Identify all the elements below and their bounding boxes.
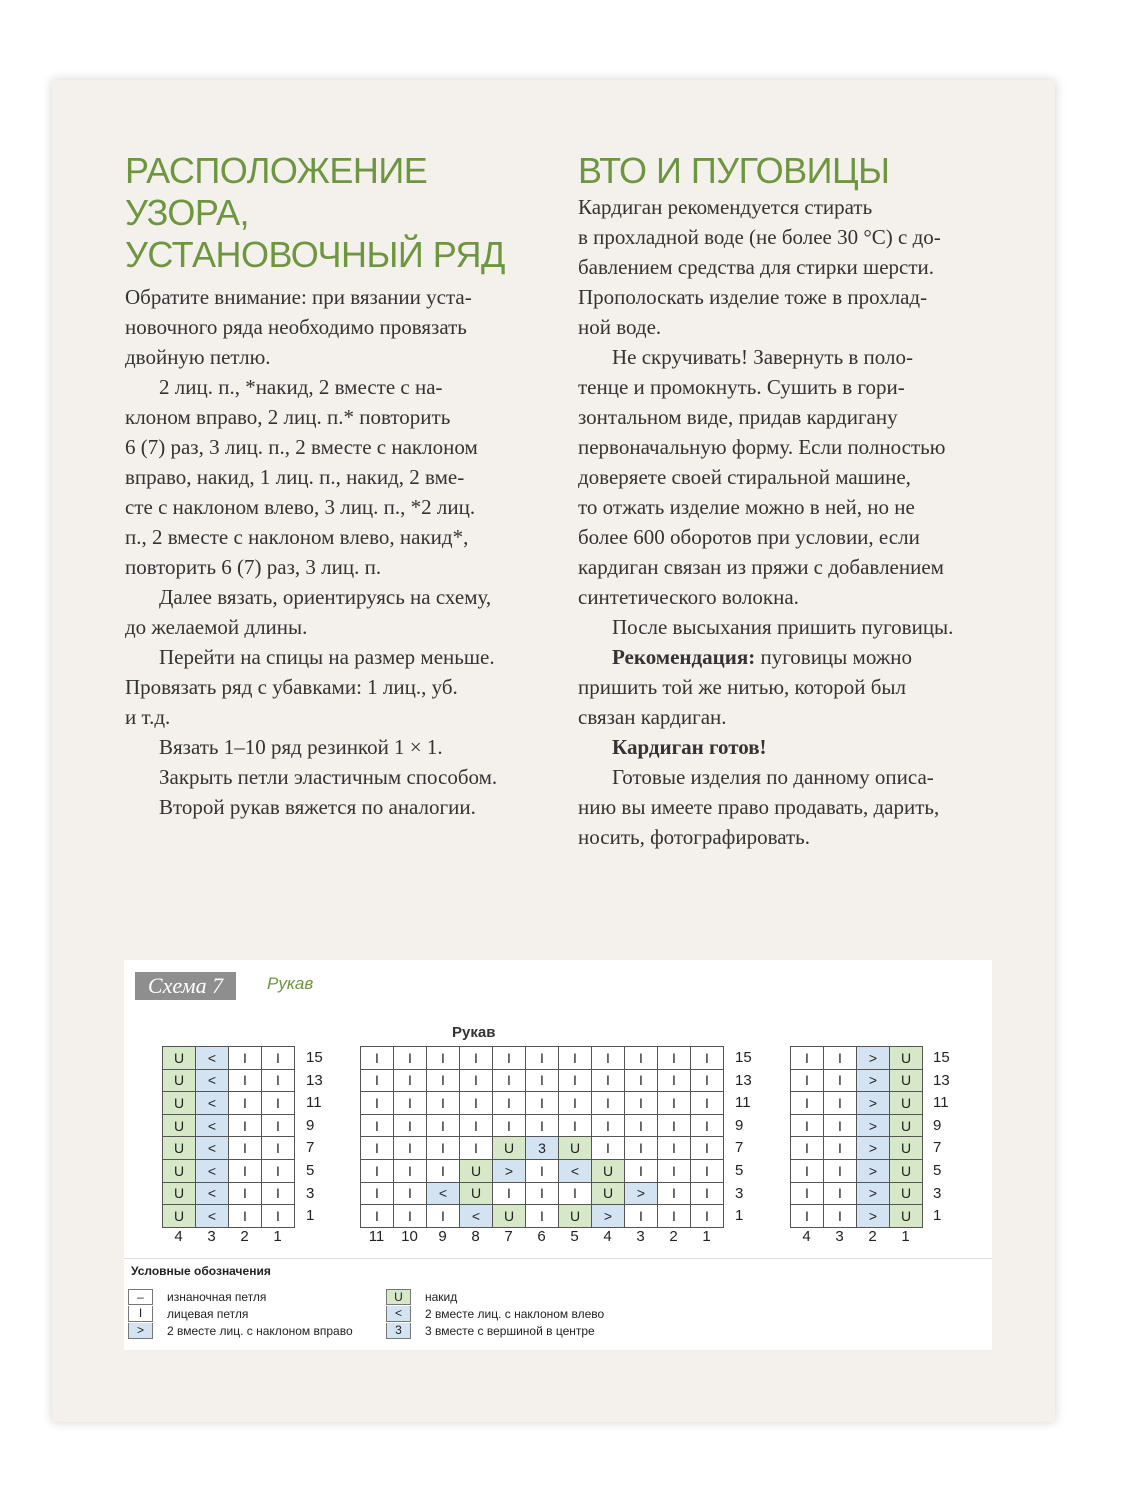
chart-cell: I [427,1115,460,1138]
row-number: 5 [306,1161,315,1179]
chart-cell: U [592,1183,625,1206]
chart-cell: U [890,1205,923,1228]
chart-cell: U [163,1183,196,1206]
chart-cell: I [229,1070,262,1093]
chart-cell: I [592,1137,625,1160]
chart-cell: I [625,1205,658,1228]
chart-cell: I [691,1183,724,1206]
chart-cell: I [824,1205,857,1228]
chart-cell: I [592,1092,625,1115]
chart-cell: > [625,1183,658,1206]
chart-cell: I [427,1160,460,1183]
col-number: 4 [174,1228,183,1245]
divider [124,1258,992,1259]
chart-cell: U [163,1137,196,1160]
col-number: 7 [504,1228,513,1245]
legend-item [386,1322,604,1339]
chart-cell: I [625,1092,658,1115]
chart-cell: I [691,1047,724,1070]
chart-cell: > [857,1115,890,1138]
row-number: 3 [306,1184,315,1202]
chart-cell: I [229,1115,262,1138]
col-number: 11 [368,1228,385,1245]
col-number: 3 [835,1228,844,1245]
col-number: 5 [570,1228,579,1245]
chart-cell: > [857,1160,890,1183]
chart-cell: I [658,1160,691,1183]
chart-cell: I [229,1047,262,1070]
chart-cell: I [559,1047,592,1070]
paragraph [578,642,1010,732]
chart-cell: I [262,1183,295,1206]
chart-grid-left [162,1046,295,1228]
chart-cell: U [163,1092,196,1115]
chart-cell: I [460,1047,493,1070]
chart-cell: U [890,1137,923,1160]
chart-cell: I [691,1137,724,1160]
chart-cell: < [460,1205,493,1228]
chart-cell: < [559,1160,592,1183]
chart-cell: U [559,1205,592,1228]
chart-cell: I [229,1160,262,1183]
chart-cell: I [526,1070,559,1093]
chart-cell: U [890,1160,923,1183]
chart-cell: I [824,1070,857,1093]
chart-cell: I [559,1115,592,1138]
chart-cell: I [460,1115,493,1138]
chart-cell: < [196,1137,229,1160]
col-number: 2 [669,1228,678,1245]
chart-cell: I [691,1092,724,1115]
chart-cell: I [625,1160,658,1183]
chart-cell: I [361,1160,394,1183]
page [52,80,1055,1422]
paragraph: Закрыть петли эластичным способом. [159,765,498,789]
recommendation-label: Рекомендация: [612,645,756,669]
chart-cell: I [691,1070,724,1093]
paragraph: 2 лиц. п., *накид, 2 вместе с на- клоном вправо, 2 лиц. п.* повторить 6 (7) раз, 3 лиц. п., 2 вместе с наклоном вправо, накид, 1 лиц. п., накид, 2 вме- сте с наклоном влево, 3 лиц. п., *2 лиц. п., 2 вместе с наклоном влево, накид*, повторить 6 (7) раз, 3 лиц. п. [125,375,478,579]
recommendation-text: пуговицы можно пришить той же нитью, которой был связан кардиган. [578,645,913,729]
chart-cell: I [791,1092,824,1115]
chart-cell: I [427,1137,460,1160]
chart-cell: I [361,1205,394,1228]
col-number: 3 [207,1228,216,1245]
legend-text: 2 вместе лиц. с наклоном вправо [167,1323,353,1338]
chart-grid-center [360,1046,724,1228]
chart-cell: I [592,1070,625,1093]
chart-cell: 3 [526,1137,559,1160]
chart-cell: I [691,1115,724,1138]
chart-cell: I [394,1160,427,1183]
legend-symbol: < [386,1306,411,1322]
row-number: 3 [933,1184,942,1202]
chart-cell: < [196,1047,229,1070]
chart-cell: U [163,1160,196,1183]
chart-cell: I [625,1070,658,1093]
paragraph: Готовые изделия по данному описа- нию вы имеете право продавать, дарить, носить, фотографировать. [578,765,940,849]
row-number: 1 [735,1207,744,1225]
right-column [578,150,1010,852]
section-heading-pattern: РАСПОЛОЖЕНИЕ УЗОРА, УСТАНОВОЧНЫЙ РЯД [125,150,505,275]
row-number: 15 [306,1049,323,1066]
legend-text: лицевая петля [167,1306,249,1321]
col-number: 3 [636,1228,645,1245]
chart-cell: I [625,1047,658,1070]
chart-cell: I [229,1183,262,1206]
scheme-subtitle: Рукав [267,974,314,993]
col-number: 4 [603,1228,612,1245]
section-heading-care: ВТО И ПУГОВИЦЫ [578,150,890,191]
chart-cell: U [460,1183,493,1206]
chart-cell: I [559,1070,592,1093]
chart-cell: I [493,1070,526,1093]
chart-cell: I [658,1070,691,1093]
chart-cell: I [526,1092,559,1115]
row-numbers-right [933,1047,957,1228]
chart-cell: I [824,1160,857,1183]
paragraph: Второй рукав вяжется по аналогии. [159,795,476,819]
row-number: 3 [735,1184,744,1202]
chart-cell: > [857,1137,890,1160]
chart-cell: I [526,1047,559,1070]
chart-cell: U [890,1183,923,1206]
row-number: 15 [933,1049,950,1066]
chart-cell: I [394,1070,427,1093]
legend-right [386,1288,604,1339]
chart-cell: U [163,1070,196,1093]
paragraph: Кардиган рекомендуется стирать в прохладной воде (не более 30 °С) с до- бавлением средства для стирки шерсти. Прополоскать изделие тоже в прохлад- ной воде. [578,195,941,339]
chart-cell: I [658,1115,691,1138]
chart-cell: I [526,1183,559,1206]
chart-cell: I [394,1205,427,1228]
paragraph: Не скручивать! Завернуть в поло- тенце и промокнуть. Сушить в гори- зонтальном виде, придав кардигану первоначальную форму. Если полностью доверяете своей стиральной машине, то отжать изделие можно в ней, но не более 600 оборотов при условии, если кардиган связан из пряжи с добавлением синтетического волокна. [578,345,946,609]
chart-cell: I [493,1092,526,1115]
chart-cell: > [857,1070,890,1093]
chart-cell: U [493,1137,526,1160]
chart-cell: > [493,1160,526,1183]
chart-cell: I [493,1047,526,1070]
chart-cell: U [163,1115,196,1138]
chart-cell: I [394,1183,427,1206]
row-number: 11 [735,1094,751,1112]
chart-cell: < [427,1183,460,1206]
chart-cell: I [394,1115,427,1138]
chart-cell: I [526,1160,559,1183]
chart-cell: I [427,1047,460,1070]
chart-cell: I [394,1047,427,1070]
chart-cell: I [791,1115,824,1138]
chart-cell: I [791,1183,824,1206]
chart-cell: > [857,1205,890,1228]
legend-symbol: U [386,1289,411,1305]
legend-item [128,1305,353,1322]
chart-cell: I [262,1137,295,1160]
row-number: 11 [933,1094,949,1112]
paragraph: Перейти на спицы на размер меньше. Провязать ряд с убавками: 1 лиц., уб. и т.д. [125,645,495,729]
paragraph [578,732,1010,762]
chart-cell: I [791,1160,824,1183]
row-number: 5 [933,1161,942,1179]
legend-title: Условные обозначения [131,1264,271,1278]
chart-cell: I [791,1070,824,1093]
chart-cell: I [262,1047,295,1070]
chart-cell: I [658,1137,691,1160]
chart-cell: < [196,1070,229,1093]
chart-cell: I [691,1160,724,1183]
chart-cell: I [791,1137,824,1160]
legend-symbol: – [128,1289,153,1305]
row-number: 5 [735,1161,744,1179]
chart-grid-right [790,1046,923,1228]
chart-cell: I [361,1183,394,1206]
row-number: 1 [306,1207,315,1225]
chart-cell: I [493,1115,526,1138]
chart-cell: U [890,1115,923,1138]
chart-cell: < [196,1115,229,1138]
legend-text: накид [425,1289,458,1304]
chart-cell: I [559,1183,592,1206]
chart-cell: < [196,1092,229,1115]
knitting-chart [124,960,992,1350]
chart-cell: < [196,1183,229,1206]
legend-symbol: I [128,1306,153,1322]
paragraph: Далее вязать, ориентируясь на схему, до желаемой длины. [125,585,492,639]
col-number: 10 [401,1228,418,1245]
chart-cell: I [262,1160,295,1183]
chart-cell: I [559,1092,592,1115]
chart-cell: U [163,1205,196,1228]
chart-cell: I [460,1092,493,1115]
chart-cell: I [791,1205,824,1228]
chart-cell: U [890,1092,923,1115]
chart-cell: I [526,1115,559,1138]
row-number: 11 [306,1094,322,1112]
left-column [125,150,545,822]
chart-cell: I [361,1047,394,1070]
chart-cell: > [857,1047,890,1070]
chart-cell: I [262,1205,295,1228]
paragraph: Вязать 1–10 ряд резинкой 1 × 1. [159,735,443,759]
chart-cell: I [394,1092,427,1115]
chart-cell: I [262,1092,295,1115]
chart-cell: I [658,1047,691,1070]
legend-symbol: 3 [386,1323,411,1339]
scheme-badge: Схема 7 [135,972,236,1000]
col-number: 6 [537,1228,546,1245]
row-number: 15 [735,1049,752,1066]
chart-cell: I [427,1205,460,1228]
chart-cell: U [559,1137,592,1160]
col-number: 2 [240,1228,249,1245]
chart-cell: I [460,1070,493,1093]
row-number: 7 [735,1139,744,1157]
chart-cell: > [857,1092,890,1115]
chart-cell: U [890,1047,923,1070]
chart-cell: I [229,1205,262,1228]
chart-cell: I [824,1047,857,1070]
chart-cell: U [163,1047,196,1070]
row-number: 9 [306,1116,315,1134]
col-number: 2 [868,1228,877,1245]
chart-cell: I [361,1070,394,1093]
row-number: 7 [933,1139,942,1157]
chart-cell: I [262,1115,295,1138]
chart-cell: I [658,1092,691,1115]
chart-cell: I [824,1092,857,1115]
row-number: 7 [306,1139,315,1157]
chart-cell: I [361,1115,394,1138]
row-number: 9 [933,1116,942,1134]
legend-item [128,1288,353,1305]
chart-cell: > [592,1205,625,1228]
chart-cell: I [229,1137,262,1160]
col-number: 1 [702,1228,711,1245]
col-numbers-right [790,1228,922,1245]
chart-cell: I [427,1070,460,1093]
legend-left [128,1288,353,1339]
chart-cell: I [791,1047,824,1070]
chart-cell: I [460,1137,493,1160]
legend-item [128,1322,353,1339]
legend-text: 3 вместе с вершиной в центре [425,1323,595,1338]
chart-cell: I [658,1183,691,1206]
chart-cell: I [592,1047,625,1070]
chart-cell: U [460,1160,493,1183]
row-numbers-center [735,1047,759,1228]
chart-cell: I [427,1092,460,1115]
row-number: 13 [306,1071,323,1089]
chart-cell: I [824,1183,857,1206]
row-number: 13 [933,1071,950,1089]
row-number: 1 [933,1207,942,1225]
chart-cell: I [493,1183,526,1206]
col-numbers-center [360,1228,723,1245]
chart-cell: I [394,1137,427,1160]
legend-symbol: > [128,1323,153,1339]
col-number: 1 [273,1228,282,1245]
chart-cell: U [493,1205,526,1228]
row-number: 9 [735,1116,744,1134]
chart-cell: I [691,1205,724,1228]
paragraph: После высыхания пришить пуговицы. [612,615,954,639]
col-number: 9 [438,1228,447,1245]
chart-cell: I [824,1115,857,1138]
legend-text: 2 вместе лиц. с наклоном влево [425,1306,605,1321]
chart-cell: I [625,1137,658,1160]
legend-item [386,1288,604,1305]
chart-cell: I [361,1092,394,1115]
col-number: 1 [901,1228,910,1245]
chart-cell: I [625,1115,658,1138]
chart-cell: U [890,1070,923,1093]
chart-cell: < [196,1205,229,1228]
chart-cell: I [229,1092,262,1115]
chart-cell: I [658,1205,691,1228]
paragraph: Обратите внимание: при вязании уста- новочного ряда необходимо провязать двойную петлю. [125,285,472,369]
chart-cell: U [592,1160,625,1183]
chart-cell: I [592,1115,625,1138]
row-numbers-left [306,1047,330,1228]
col-number: 8 [471,1228,480,1245]
chart-cell: < [196,1160,229,1183]
chart-cell: > [857,1183,890,1206]
row-number: 13 [735,1071,752,1089]
legend-text: изнаночная петля [167,1289,267,1304]
chart-cell: I [361,1137,394,1160]
grid-title: Рукав [452,1024,496,1041]
legend-item [386,1305,604,1322]
chart-cell: I [262,1070,295,1093]
done-label: Кардиган готов! [612,735,767,759]
col-number: 4 [802,1228,811,1245]
chart-cell: I [526,1205,559,1228]
chart-cell: I [824,1137,857,1160]
col-numbers-left [162,1228,294,1245]
